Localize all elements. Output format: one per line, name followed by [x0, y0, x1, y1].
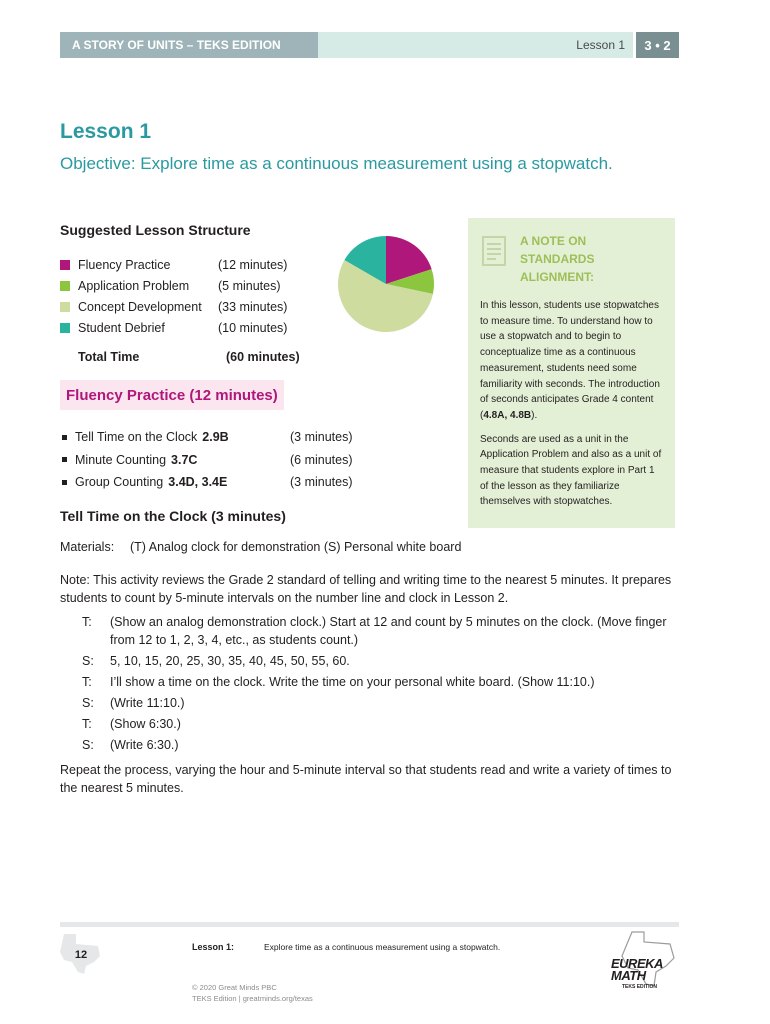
note-standards: 4.8A, 4.8B [483, 409, 532, 421]
dialogue-line [82, 614, 682, 649]
bullet-icon [62, 480, 67, 485]
footer-objective: Explore time as a continuous measurement using a stopwatch. [264, 942, 501, 952]
swatch-fluency [60, 260, 70, 270]
dialogue [82, 614, 682, 758]
dialogue-text: I’ll show a time on the clock. Write the time on your personal white board. (Show 11:10.) [110, 674, 595, 689]
activity-standard: 3.7C [171, 452, 198, 467]
footer-divider [60, 922, 679, 927]
fluency-heading: Fluency Practice (12 minutes) [60, 380, 284, 410]
note-title-line: A NOTE ON [520, 234, 587, 248]
activity-label: Tell Time on the Clock [75, 430, 198, 445]
list-item [60, 426, 360, 449]
structure-time: (12 minutes) [218, 257, 288, 272]
note-title-line: ALIGNMENT: [520, 270, 594, 284]
activity-name [75, 430, 290, 444]
note-body [480, 298, 663, 510]
activity-note: Note: This activity reviews the Grade 2 standard of telling and writing time to the nearest 5 minutes. It prepares students to count by 5-minute intervals on the number line and clock in Lesson 2. [60, 573, 672, 605]
footer-lesson-label: Lesson 1: [192, 942, 235, 952]
copyright-line: © 2020 Great Minds PBC [192, 983, 277, 992]
structure-name: Student Debrief [78, 320, 165, 335]
structure-row [60, 254, 310, 275]
note-title-line: STANDARDS [520, 252, 595, 266]
note-title [520, 232, 663, 286]
structure-row [60, 317, 310, 338]
activity-name [75, 475, 290, 489]
swatch-concept [60, 302, 70, 312]
note-text: In this lesson, students use stopwatches to measure time. To understand how to use a stopwatch and to begin to conceptualize time as a continuous measurement, students need some familiarity with seconds. The introduction of seconds anticipates Grade 4 content ( [480, 300, 660, 421]
dialogue-line [82, 695, 682, 713]
activity-standard: 3.4D, 3.4E [168, 475, 228, 490]
dialogue-text: (Write 11:10.) [110, 695, 185, 710]
swatch-application [60, 281, 70, 291]
swatch-debrief [60, 323, 70, 333]
standards-note [468, 218, 675, 528]
logo-subtitle: TEKS EDITION [622, 984, 658, 990]
bullet-icon [62, 457, 67, 462]
dialogue-line [82, 653, 682, 671]
dialogue-text: (Write 6:30.) [110, 737, 179, 752]
copyright [192, 982, 313, 1004]
activity-time: (3 minutes) [290, 430, 353, 445]
activity-standard: 2.9B [202, 430, 229, 445]
page-number: 12 [74, 949, 88, 961]
series-title: A STORY OF UNITS – TEKS EDITION [60, 32, 318, 58]
structure-time: (10 minutes) [218, 320, 288, 335]
module-badge: 3 • 2 [633, 32, 679, 58]
logo-word: EUREKA [611, 956, 663, 971]
document-icon [482, 236, 506, 266]
activity-time: (3 minutes) [290, 475, 353, 490]
lesson-title: Lesson 1 [60, 120, 152, 143]
lesson-time-pie-chart [336, 234, 436, 334]
speaker: S: [82, 737, 94, 752]
materials [60, 540, 461, 554]
logo-word: MATH [611, 968, 646, 983]
dialogue-line [82, 674, 682, 692]
bullet-icon [62, 435, 67, 440]
list-item [60, 471, 360, 494]
repeat-instructions: Repeat the process, varying the hour and 5-minute interval so that students read and write a variety of times to the nearest 5 minutes. [60, 763, 672, 795]
structure-row [60, 275, 310, 296]
structure-name: Concept Development [78, 299, 202, 314]
lesson-objective: Objective: Explore time as a continuous measurement using a stopwatch. [60, 154, 613, 173]
structure-title: Suggested Lesson Structure [60, 222, 251, 238]
list-item [60, 449, 360, 472]
total-label: Total Time [78, 350, 140, 364]
materials-text: (T) Analog clock for demonstration (S) Personal white board [130, 540, 462, 554]
copyright-line: TEKS Edition | greatminds.org/texas [192, 994, 313, 1003]
total-time: (60 minutes) [226, 350, 300, 364]
header-lesson: Lesson 1 [318, 32, 633, 58]
speaker: T: [82, 615, 92, 629]
dialogue-text: (Show 6:30.) [110, 716, 181, 731]
dialogue-line [82, 716, 682, 734]
dialogue-text: (Show an analog demonstration clock.) Start at 12 and count by 5 minutes on the clock. (Move finger from 12 to 1, 2, 3, 4, etc., as students count.) [110, 615, 667, 647]
speaker: T: [82, 674, 92, 689]
note-text: ). [531, 409, 538, 421]
dialogue-text: 5, 10, 15, 20, 25, 30, 35, 40, 45, 50, 55, 60. [110, 653, 350, 668]
activity-label: Minute Counting [75, 452, 167, 467]
structure-name: Application Problem [78, 278, 190, 293]
activity-heading: Tell Time on the Clock (3 minutes) [60, 508, 286, 524]
note-paragraph-2: Seconds are used as a unit in the Application Problem and also as a unit of measure that students explore in Part 1 of the lesson as they familiarize themselves with stopwatches. [480, 433, 662, 508]
activity-time: (6 minutes) [290, 452, 353, 467]
structure-list [60, 254, 310, 364]
structure-time: (5 minutes) [218, 278, 281, 293]
activity-label: Group Counting [75, 475, 164, 490]
dialogue-line [82, 737, 682, 755]
structure-name: Fluency Practice [78, 257, 171, 272]
logo-text [611, 958, 663, 982]
speaker: S: [82, 653, 94, 668]
materials-label: Materials: [60, 540, 115, 554]
activity-name [75, 453, 290, 467]
note-paragraph-1 [480, 298, 663, 424]
fluency-list [60, 426, 360, 494]
structure-total [60, 340, 310, 364]
structure-time: (33 minutes) [218, 299, 288, 314]
speaker: S: [82, 695, 94, 710]
page-header [60, 32, 679, 58]
structure-row [60, 296, 310, 317]
speaker: T: [82, 716, 92, 731]
